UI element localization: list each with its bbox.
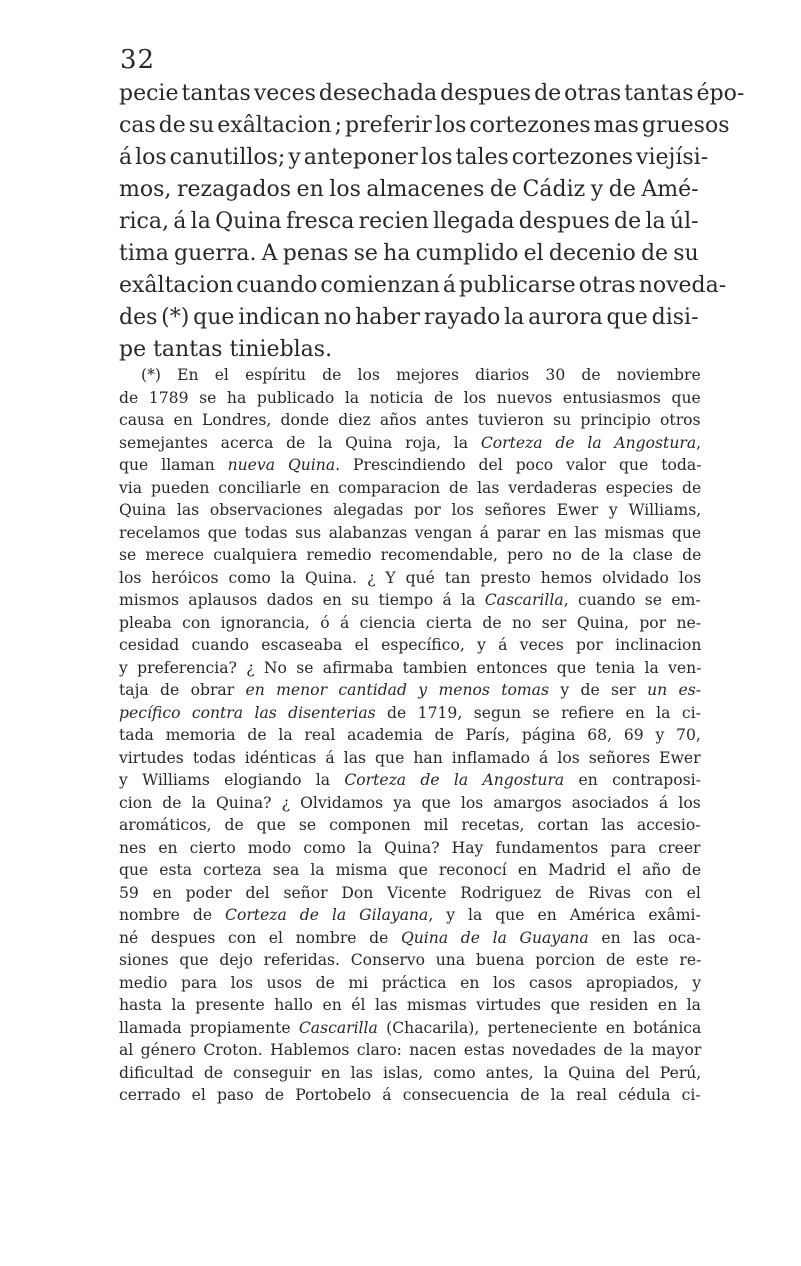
footnote-text: y preferencia? ¿ No se afirmaba tambien entonces que tenia la ven- [119,658,702,677]
footnote-line [119,702,701,725]
footnote-text: virtudes todas idénticas á las que han inflamado á los señores Ewer [119,748,701,767]
footnote-text: en contraposi- [564,771,701,789]
footnote-text: que llaman [119,456,228,474]
footnote-text: se merece cualquiera remedio recomendable, pero no de la clase de [119,546,702,564]
footnote-block [119,364,701,1107]
footnote-line [119,882,701,905]
main-text-line: á los canutillos; y anteponer los tales cortezones viejísi- [119,145,709,170]
footnote-line [119,972,701,995]
footnote-text: pleaba con ignorancia, ó á ciencia cierta de no ser Quina, por ne- [119,613,702,632]
footnote-line [119,364,701,387]
footnote-italic-text: nueva Quina [227,456,336,474]
footnote-text: nes en cierto modo como la Quina? Hay fundamentos para creer [119,838,701,857]
footnote-text: de 1789 se ha publicado la noticia de los nuevos entusiasmos que [119,388,701,407]
footnote-text: cesidad cuando escaseaba el específico, y á veces por inclinacion [119,636,702,654]
main-text-line: tima guerra. A penas se ha cumplido el decenio de su [119,241,699,266]
main-text-line: pecie tantas veces desechada despues de otras tantas épo- [119,81,745,106]
footnote-text: (Chacarila), perteneciente en botánica [377,1018,702,1037]
footnote-line [119,612,701,635]
footnote-text: semejantes acerca de la Quina roja, la [119,433,481,452]
footnote-text: que esta corteza sea la misma que reconocí en Madrid el año de [119,861,702,879]
main-text-block [119,78,745,366]
footnote-line [119,1039,701,1062]
footnote-text: al género Croton. Hablemos claro: nacen estas novedades de la mayor [119,1041,702,1059]
page-number: 32 [120,45,156,75]
footnote-text: de 1719, segun se refiere en la ci- [375,703,701,722]
footnote-text: (*) En el espíritu de los mejores diarios 30 de noviembre [141,366,701,384]
footnote-text: medio para los usos de mi práctica en los casos apropiados, y [119,973,702,992]
footnote-line [119,747,701,770]
footnote-text: , y la que en América exâmi- [428,906,701,924]
main-text-line: cas de su exâltacion ; preferir los cortezones mas gruesos [119,113,730,138]
main-text-line: des (*) que indican no haber rayado la aurora que disi- [119,305,699,330]
footnote-text: dificultad de conseguir en las islas, como antes, la Quina del Perú, [119,1063,702,1082]
footnote-text: recelamos que todas sus alabanzas vengan á parar en las mismas que [119,523,702,542]
footnote-text: mismos aplausos dados en su tiempo á la [119,591,485,609]
footnote-text: y Williams elogiando la [119,771,345,789]
main-text-line: pe tantas tinieblas. [119,337,333,362]
footnote-line [119,904,701,927]
footnote-text: . Prescindiendo del poco valor que toda- [335,456,702,474]
footnote-italic-text: Quina de la Guayana [400,928,589,947]
footnote-line [119,994,701,1017]
footnote-text: , [696,433,702,452]
footnote-line [119,499,701,522]
footnote-italic-text: Corteza de la Angostura [344,771,565,789]
footnote-italic-text: en menor cantidad y menos tomas [245,681,549,699]
footnote-line [119,522,701,545]
footnote-text: llamada propiamente [119,1018,299,1037]
footnote-line [119,432,701,455]
footnote-text: tada memoria de la real academia de París, página 68, 69 y 70, [119,726,701,744]
footnote-italic-text: Cascarilla [298,1018,378,1037]
footnote-line [119,1017,701,1040]
footnote-line [119,679,701,702]
footnote-text: y de ser [548,681,648,699]
footnote-text: aromáticos, de que se componen mil recetas, cortan las accesio- [119,816,701,834]
footnote-italic-text: Corteza de la Gilayana [225,906,429,924]
footnote-line [119,792,701,815]
footnote-text: los heróicos como la Quina. ¿ Y qué tan presto hemos olvidado los [119,568,702,587]
footnote-italic-text: un es- [647,681,701,699]
footnote-text: nombre de [119,906,226,924]
footnote-text: Quina las observaciones alegadas por los señores Ewer y Williams, [119,501,702,519]
footnote-italic-text: Corteza de la Angostura [480,433,697,452]
footnote-line [119,567,701,590]
footnote-italic-text: Cascarilla [484,591,564,609]
footnote-text: siones que dejo referidas. Conservo una buena porcion de este re- [119,951,702,969]
footnote-text: en las oca- [588,928,701,947]
footnote-line [119,814,701,837]
footnote-text: cerrado el paso de Portobelo á consecuencia de la real cédula ci- [119,1086,701,1104]
footnote-line [119,544,701,567]
footnote-italic-text: pecífico contra las disenterias [119,703,376,722]
footnote-text: cion de la Quina? ¿ Olvidamos ya que los amargos asociados á los [119,793,701,812]
footnote-line [119,927,701,950]
footnote-line [119,837,701,860]
footnote-line [119,589,701,612]
footnote-text: hasta la presente hallo en él las mismas virtudes que residen en la [119,996,701,1014]
footnote-line [119,1062,701,1085]
footnote-line [119,657,701,680]
footnote-line [119,634,701,657]
footnote-text: 59 en poder del señor Don Vicente Rodriguez de Rivas con el [119,883,701,902]
footnote-text: , cuando se em- [563,591,701,609]
footnote-line [119,387,701,410]
footnote-line [119,859,701,882]
footnote-line [119,454,701,477]
footnote-line [119,1084,701,1107]
footnote-line [119,949,701,972]
footnote-text: via pueden conciliarle en comparacion de las verdaderas especies de [119,478,702,497]
footnote-text: né despues con el nombre de [119,928,401,947]
footnote-line [119,724,701,747]
footnote-line [119,477,701,500]
footnote-line [119,409,701,432]
main-text-line: exâltacion cuando comienzan á publicarse otras noveda- [119,273,727,298]
footnote-text: taja de obrar [119,681,246,699]
main-text-line: rica, á la Quina fresca recien llegada despues de la úl- [119,209,699,234]
footnote-text: causa en Londres, donde diez años antes tuvieron su principio otros [119,411,701,429]
main-text-line: mos, rezagados en los almacenes de Cádiz y de Amé- [119,177,699,202]
footnote-line [119,769,701,792]
